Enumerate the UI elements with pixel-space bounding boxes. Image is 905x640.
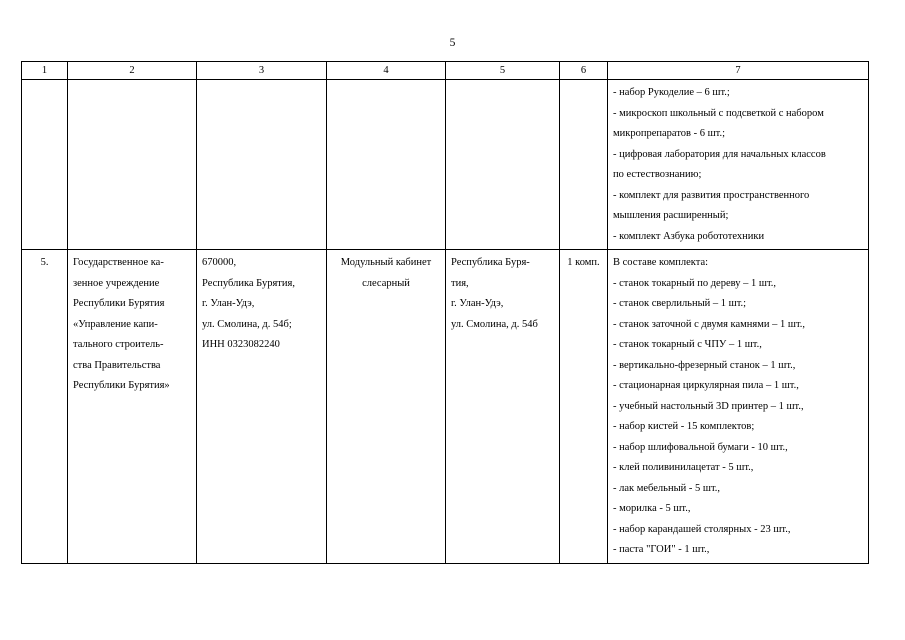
location-cell — [446, 250, 560, 564]
organization-name-line: «Управление капи- — [73, 318, 158, 330]
equipment-item: - станок заточной с двумя камнями – 1 шт., — [613, 318, 806, 330]
equipment-item: - морилка - 5 шт., — [613, 503, 691, 514]
address-line: 670000, — [202, 257, 237, 268]
object-name-line: Модульный кабинет — [340, 257, 432, 268]
object-name-line: слесарный — [362, 277, 410, 289]
column-number: 2 — [68, 62, 197, 80]
equipment-item: - паста "ГОИ" - 1 шт., — [613, 544, 710, 555]
cell-empty — [197, 80, 327, 250]
organization-name-line: Республики Бурятия» — [73, 380, 170, 391]
inn-line: ИНН 0323082240 — [202, 339, 280, 350]
equipment-item: - набор шлифовальной бумаги - 10 шт., — [613, 441, 788, 453]
table-row-continuation — [22, 80, 869, 250]
equipment-item: мышления расширенный; — [613, 210, 729, 221]
quantity-value: 1 комп. — [567, 257, 600, 268]
equipment-item: - лак мебельный - 5 шт., — [613, 482, 720, 494]
location-line: тия, — [451, 277, 469, 289]
page-number: 5 — [449, 37, 456, 49]
object-name-cell — [327, 250, 446, 564]
column-number-row — [22, 62, 869, 80]
organization-name-line: зенное учреждение — [73, 277, 160, 289]
cell-empty — [327, 80, 446, 250]
organization-name-cell — [68, 250, 197, 564]
cell-empty — [68, 80, 197, 250]
column-number: 5 — [446, 62, 560, 80]
equipment-item: - цифровая лаборатория для начальных классов — [613, 148, 826, 160]
organization-name-line: Государственное ка- — [73, 257, 164, 268]
cell-empty — [560, 80, 608, 250]
equipment-list-cell — [608, 250, 869, 564]
registry-table — [21, 61, 869, 564]
column-number: 3 — [197, 62, 327, 80]
equipment-item: - набор Рукоделие – 6 шт.; — [613, 87, 730, 98]
equipment-item: - клей поливинилацетат - 5 шт., — [613, 462, 754, 473]
organization-address-cell — [197, 250, 327, 564]
equipment-item: - учебный настольный 3D принтер – 1 шт., — [613, 400, 804, 412]
cell-empty — [446, 80, 560, 250]
address-line: Республика Бурятия, — [202, 277, 295, 289]
equipment-item: - комплект Азбука робототехники — [613, 230, 765, 242]
table-row-5 — [22, 250, 869, 564]
column-number: 4 — [327, 62, 446, 80]
column-number: 6 — [560, 62, 608, 80]
equipment-item: микропрепаратов - 6 шт.; — [613, 128, 726, 139]
equipment-item: - набор кистей - 15 комплектов; — [613, 421, 755, 432]
location-line: ул. Смолина, д. 54б — [451, 318, 538, 330]
row-number-cell — [22, 250, 68, 564]
equipment-item: - станок сверлильный – 1 шт.; — [613, 298, 747, 309]
organization-name-line: Республики Бурятия — [73, 298, 165, 309]
address-line: ул. Смолина, д. 54б; — [202, 318, 292, 330]
quantity-cell — [560, 250, 608, 564]
organization-name-line: тального строитель- — [73, 339, 164, 350]
column-number: 7 — [608, 62, 869, 80]
equipment-item: по естествознанию; — [613, 169, 702, 180]
location-line: г. Улан-Удэ, — [451, 298, 504, 309]
equipment-item: - микроскоп школьный с подсветкой с набором — [613, 107, 824, 119]
equipment-item: В составе комплекта: — [613, 257, 709, 268]
address-line: г. Улан-Удэ, — [202, 298, 255, 309]
row-number: 5. — [40, 257, 49, 268]
organization-name-line: ства Правительства — [73, 359, 161, 371]
equipment-item: - станок токарный с ЧПУ – 1 шт., — [613, 339, 762, 350]
equipment-item: - комплект для развития пространственного — [613, 189, 810, 201]
column-number: 1 — [22, 62, 68, 80]
cell-empty — [22, 80, 68, 250]
equipment-list-cell — [608, 80, 869, 250]
equipment-item: - станок токарный по дереву – 1 шт., — [613, 277, 776, 289]
equipment-item: - вертикально-фрезерный станок – 1 шт., — [613, 359, 796, 371]
equipment-item: - набор карандашей столярных - 23 шт., — [613, 523, 791, 535]
equipment-item: - стационарная циркулярная пила – 1 шт., — [613, 380, 799, 391]
location-line: Республика Буря- — [451, 257, 530, 268]
